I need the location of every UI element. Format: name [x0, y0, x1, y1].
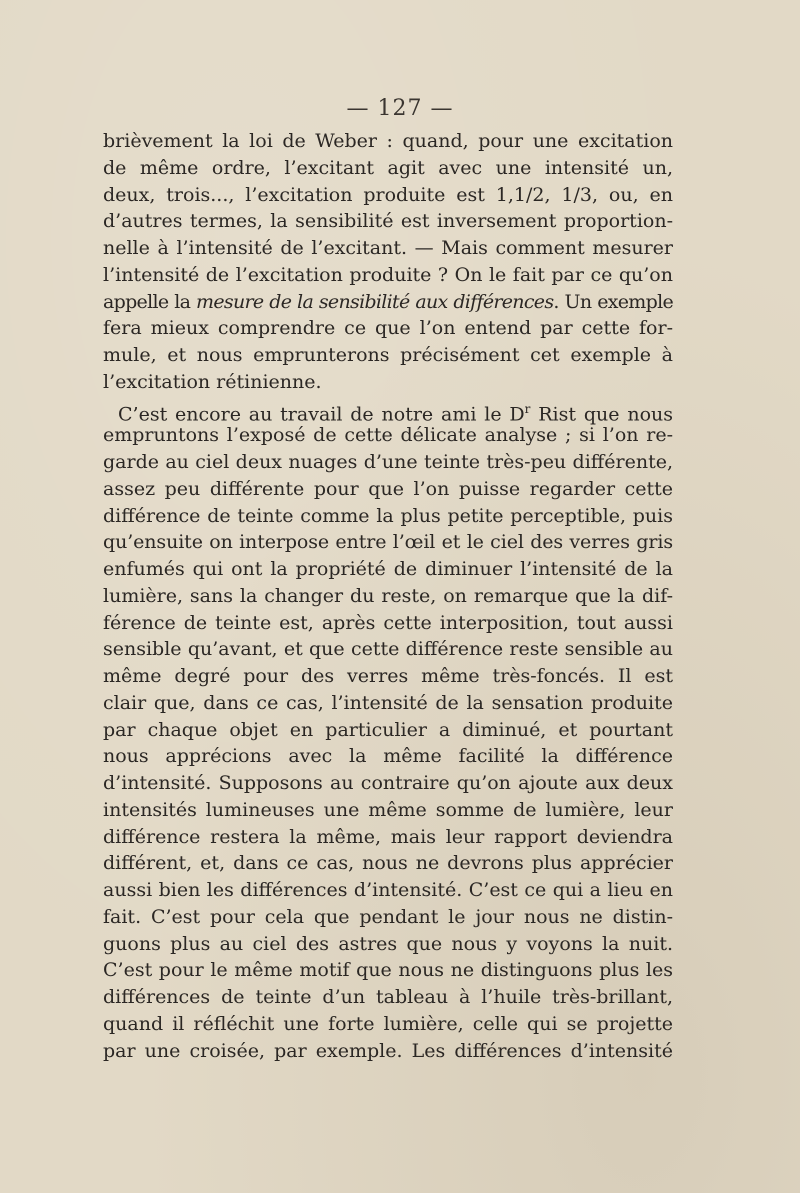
text-line: aussi bien les différences d’intensité. C’est ce qui a lieu en — [103, 879, 673, 901]
text-line: différence restera la même, mais leur rapport deviendra — [103, 825, 673, 848]
italic-term: mesure de la sensibilité aux différences — [196, 290, 554, 313]
text-line: l’intensité de l’excitation produite ? On le fait par ce qu’on — [103, 263, 673, 286]
text-line-with-italic — [103, 289, 673, 316]
text-line: enfumés qui ont la propriété de diminuer l’intensité de la — [103, 558, 673, 580]
text-line: C’est pour le même motif que nous ne distinguons plus les — [103, 959, 673, 982]
text-line: fera mieux comprendre ce que l’on entend par cette for- — [103, 317, 673, 340]
text-line: différence de teinte comme la plus petite perceptible, puis — [103, 504, 673, 527]
text-line: d’intensité. Supposons au contraire qu’on ajoute aux deux — [103, 772, 673, 794]
text-line: qu’ensuite on interpose entre l’œil et le ciel des verres gris — [103, 531, 673, 554]
text-segment: . Un exemple — [553, 290, 674, 313]
text-line: nelle à l’intensité de l’excitant. — Mais comment mesurer — [103, 237, 673, 259]
superscript: r — [524, 401, 531, 416]
text-line: lumière, sans la changer du reste, on remarque que la dif- — [103, 584, 673, 607]
text-line: différences de teinte d’un tableau à l’huile très-brillant, — [103, 986, 673, 1008]
text-line: différent, et, dans ce cas, nous ne devrons plus apprécier — [103, 852, 673, 875]
text-segment: C’est encore au travail de notre ami le D — [118, 402, 525, 425]
text-line: assez peu différente pour que l’on puisse regarder cette — [103, 477, 673, 500]
text-line: clair que, dans ce cas, l’intensité de la sensation produite — [103, 691, 673, 714]
paragraph-end-line: l’excitation rétinienne. — [103, 370, 322, 393]
text-line: même degré pour des verres même très-foncés. Il est — [103, 665, 673, 687]
text-line: empruntons l’exposé de cette délicate analyse ; si l’on re- — [103, 424, 673, 447]
text-line: brièvement la loi de Weber : quand, pour une excitation — [103, 130, 673, 152]
text-line: fait. C’est pour cela que pendant le jour nous ne distin- — [103, 905, 673, 928]
text-line: guons plus au ciel des astres que nous y voyons la nuit. — [103, 932, 673, 955]
text-line: garde au ciel deux nuages d’une teinte très-peu différente, — [103, 451, 673, 473]
text-line: d’autres termes, la sensibilité est inversement proportion- — [103, 210, 673, 233]
text-segment: Rist que nous — [530, 402, 673, 425]
text-line: sensible qu’avant, et que cette différence reste sensible au — [103, 638, 673, 661]
text-line: de même ordre, l’excitant agit avec une intensité un, — [103, 156, 673, 179]
text-line: férence de teinte est, après cette interposition, tout aussi — [103, 611, 673, 634]
text-line: intensités lumineuses une même somme de lumière, leur — [103, 798, 673, 821]
text-segment: appelle la — [103, 290, 197, 313]
text-line: nous apprécions avec la même facilité la différence — [103, 745, 673, 768]
body-text — [103, 128, 673, 1064]
text-line: deux, trois..., l’excitation produite est 1,1/2, 1/3, ou, en — [103, 183, 673, 206]
page-number: — 127 — — [346, 96, 454, 121]
text-line: par chaque objet en particulier a diminué, et pourtant — [103, 718, 673, 741]
text-line: par une croisée, par exemple. Les différences d’intensité — [103, 1039, 673, 1062]
text-line-with-superscript — [103, 396, 673, 423]
text-line: mule, et nous emprunterons précisément cet exemple à — [103, 344, 673, 366]
text-line: quand il réfléchit une forte lumière, celle qui se projette — [103, 1012, 673, 1035]
